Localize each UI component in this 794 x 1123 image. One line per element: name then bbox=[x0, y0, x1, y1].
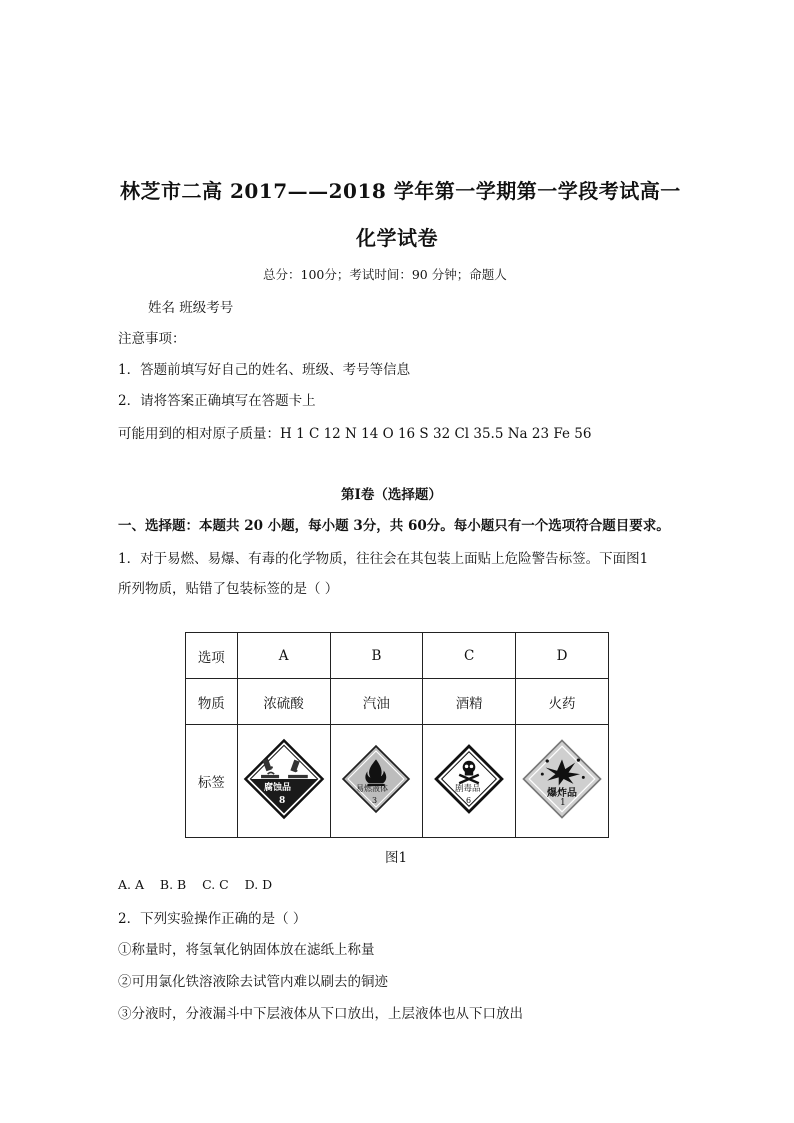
q2-stem: 2．下列实验操作正确的是（ ） bbox=[118, 911, 307, 927]
corrosive-icon bbox=[243, 738, 325, 820]
q2-item-1: ①称量时，将氢氧化钠固体放在滤纸上称量 bbox=[118, 942, 375, 958]
substance-c: 酒精 bbox=[423, 679, 516, 725]
label-cell-b bbox=[330, 725, 423, 838]
table-row-substances bbox=[186, 679, 609, 725]
option-a: A bbox=[237, 633, 330, 679]
substance-a: 浓硫酸 bbox=[237, 679, 330, 725]
sign-class-b: 3 bbox=[372, 796, 378, 805]
row-header-option: 选项 bbox=[186, 633, 238, 679]
table-row-options bbox=[186, 633, 609, 679]
table-row-labels bbox=[186, 725, 609, 838]
sign-class-c: 6 bbox=[466, 796, 472, 805]
hazard-label-table bbox=[185, 632, 609, 838]
figure-caption: 图1 bbox=[385, 850, 408, 866]
notice-item-1: 1．答题前填写好自己的姓名、班级、考号等信息 bbox=[118, 362, 411, 378]
option-b: B bbox=[330, 633, 423, 679]
exam-title-line2: 化学试卷 bbox=[356, 226, 438, 250]
substance-b: 汽油 bbox=[330, 679, 423, 725]
substance-d: 火药 bbox=[516, 679, 609, 725]
sign-label-b: 易燃液体 bbox=[356, 784, 388, 793]
name-class-line: 姓名 班级考号 bbox=[148, 300, 234, 316]
exam-title-line1: 林芝市二高 2017——2018 学年第一学期第一学段考试高一 bbox=[120, 179, 681, 203]
notice-item-2: 2．请将答案正确填写在答题卡上 bbox=[118, 393, 316, 409]
option-c: C bbox=[423, 633, 516, 679]
sign-class-d: 1 bbox=[560, 798, 566, 808]
notice-heading: 注意事项： bbox=[118, 331, 186, 347]
atomic-masses: 可能用到的相对原子质量：H 1 C 12 N 14 O 16 S 32 Cl 35.5 Na 23 Fe 56 bbox=[118, 426, 592, 442]
q1-choices: A. A B. B C. C D. D bbox=[118, 877, 273, 892]
option-d: D bbox=[516, 633, 609, 679]
sign-label-a: 腐蚀品 bbox=[264, 783, 292, 793]
q2-item-3: ③分液时，分液漏斗中下层液体从下口放出，上层液体也从下口放出 bbox=[118, 1006, 523, 1022]
q1-stem-line2: 所列物质，贴错了包装标签的是（ ） bbox=[118, 581, 339, 597]
section-instruction: 一、选择题：本题共 20 小题，每小题 3分，共 60分。每小题只有一个选项符合题目要求。 bbox=[118, 518, 670, 534]
q1-stem-line1: 1．对于易燃、易爆、有毒的化学物质，往往会在其包装上面贴上危险警告标签。下面图1 bbox=[118, 551, 649, 567]
sign-class-a: 8 bbox=[279, 796, 286, 806]
row-header-substance: 物质 bbox=[186, 679, 238, 725]
exam-info: 总分：100分；考试时间：90 分钟；命题人 bbox=[263, 267, 507, 282]
section-heading: 第Ⅰ卷（选择题） bbox=[341, 487, 442, 503]
label-cell-d bbox=[516, 725, 609, 838]
row-header-label: 标签 bbox=[186, 725, 238, 838]
label-cell-c bbox=[423, 725, 516, 838]
q2-item-2: ②可用氯化铁溶液除去试管内难以刷去的铜迹 bbox=[118, 974, 388, 990]
sign-label-d: 爆炸品 bbox=[547, 788, 577, 799]
sign-label-c: 剧毒品 bbox=[455, 784, 481, 794]
